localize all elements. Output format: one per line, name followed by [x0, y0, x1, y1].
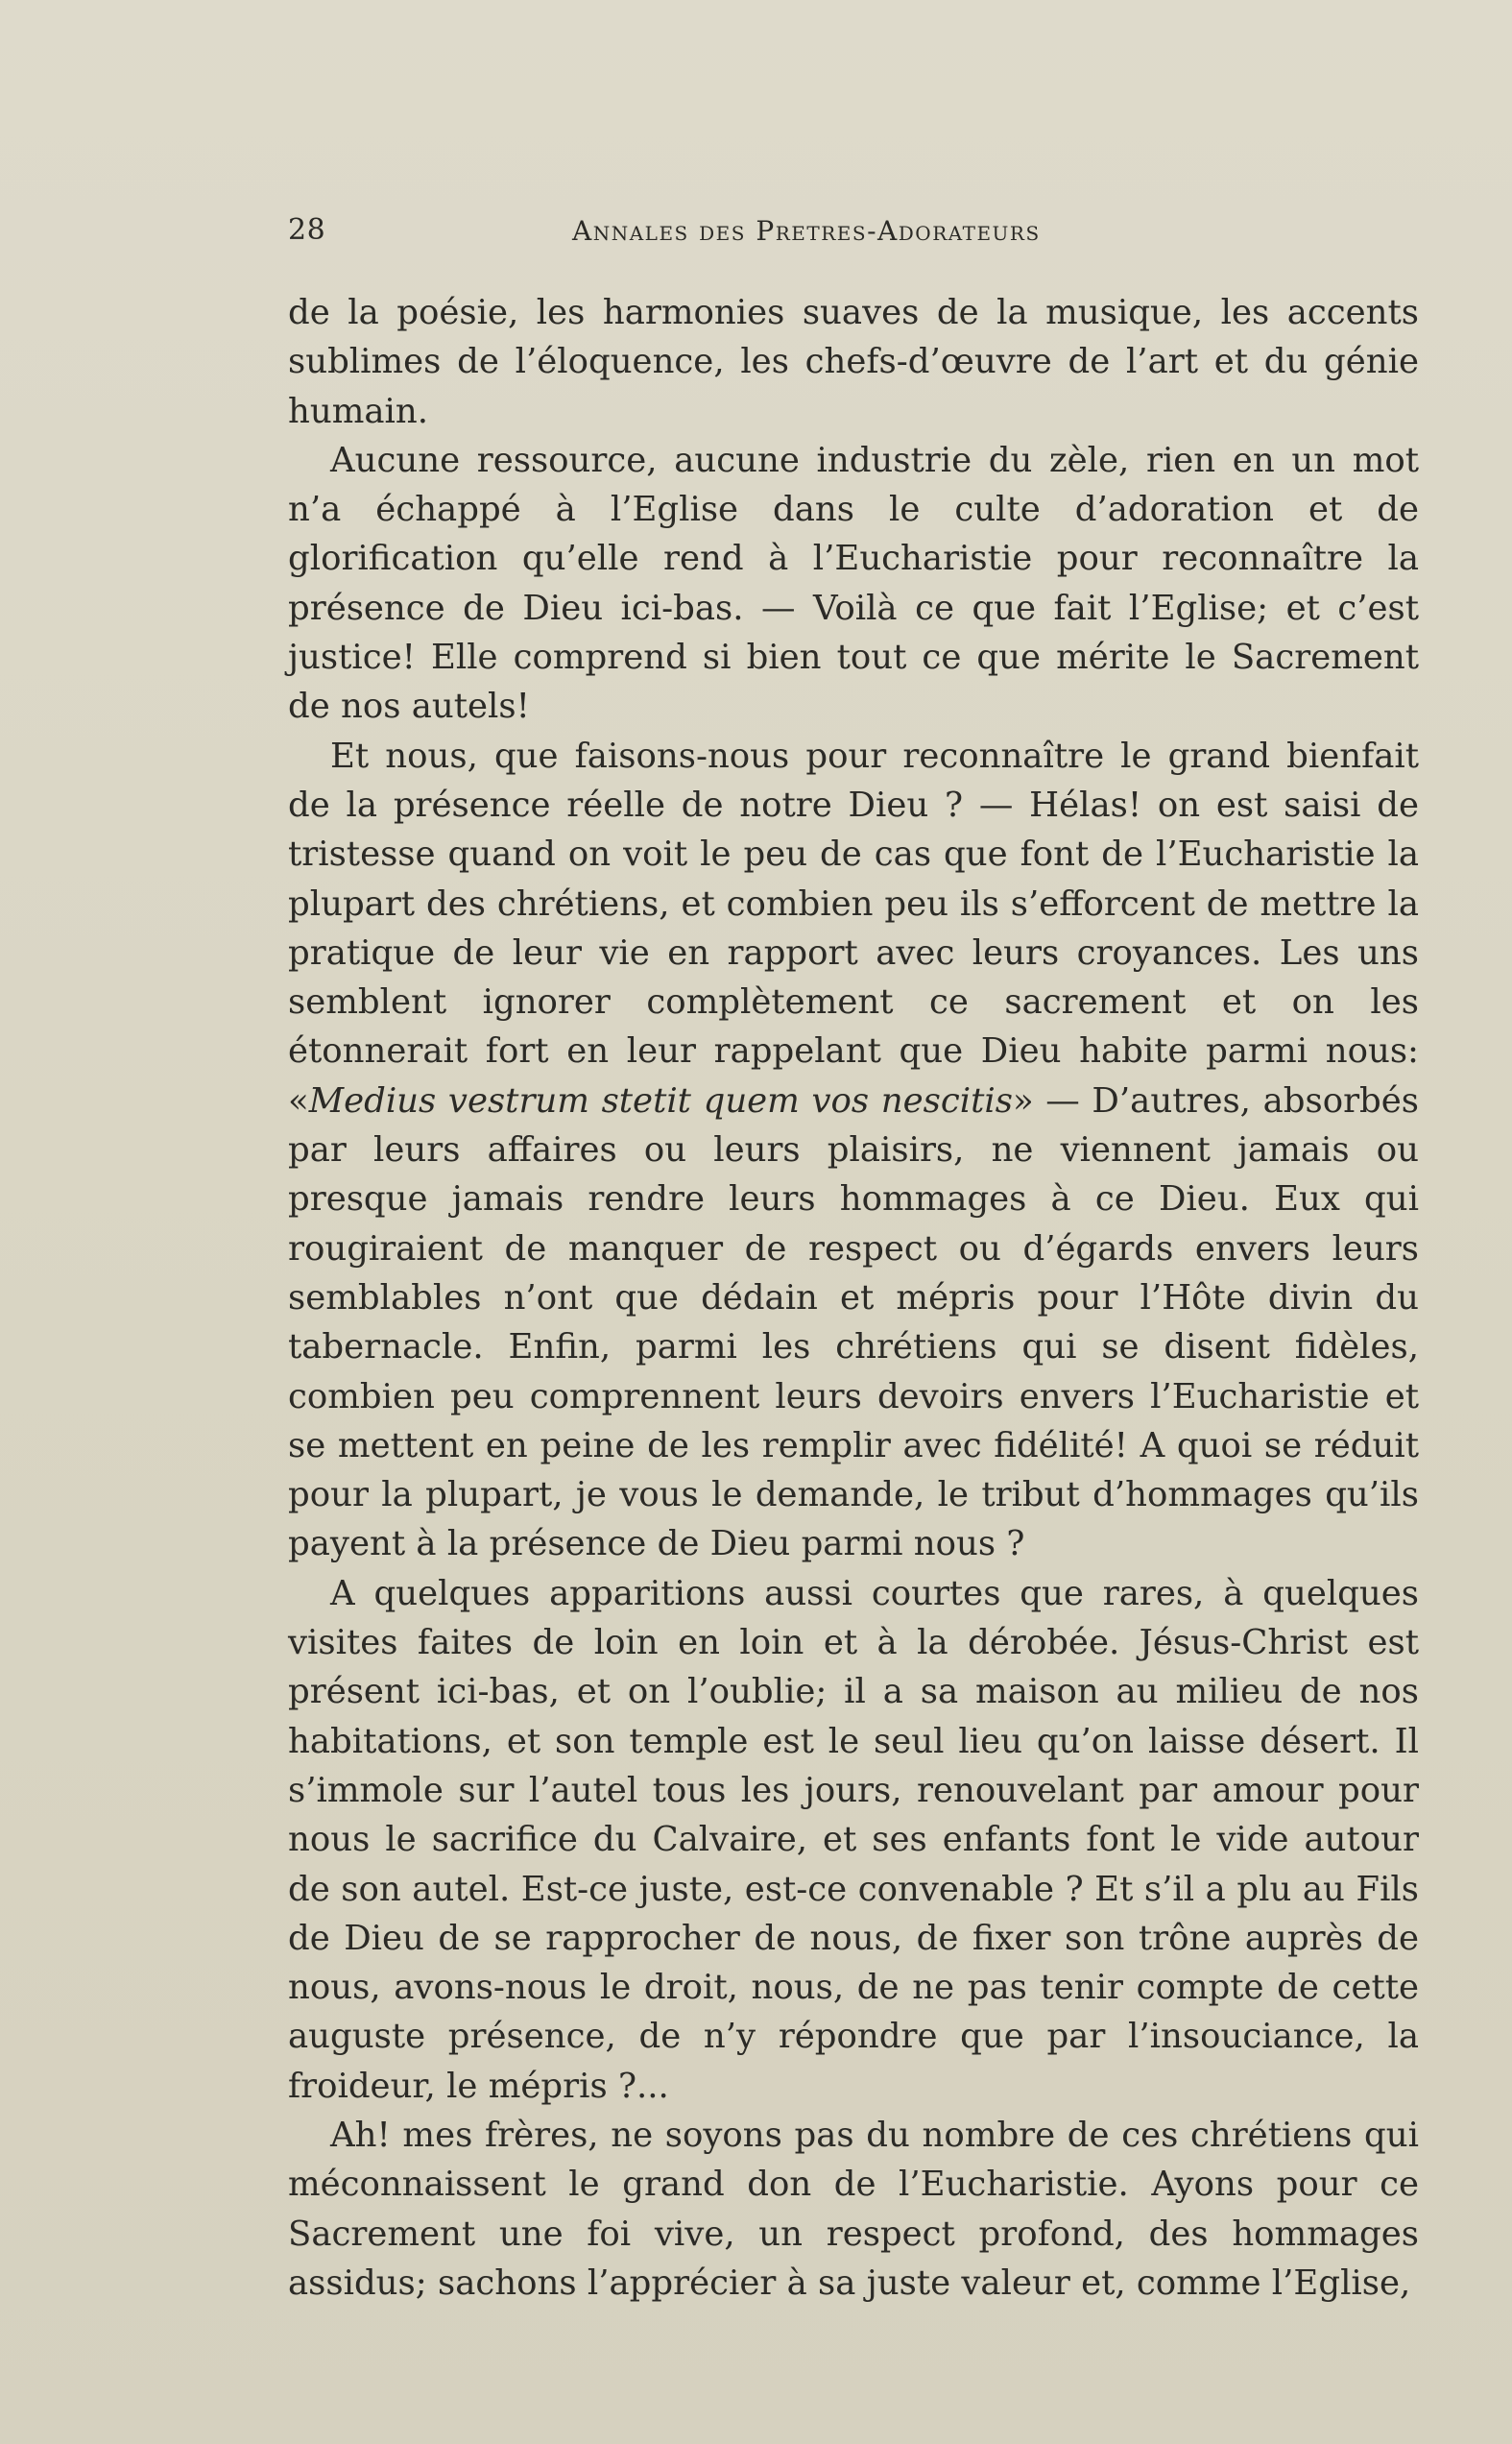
page-header [288, 213, 1419, 261]
paragraph-text: » — D’autres, absorbés par leurs affaires ou leurs plaisirs, ne viennent jamais ou presque jamais rendre leurs hommages à ce Dieu. Eux qui rougiraient de manquer de respect ou d’égards envers leurs semblables n’ont que dédain et mépris pour l’Hôte divin du tabernacle. Enfin, parmi les chrétiens qui se disent fidèles, combien peu comprennent leurs devoirs envers l’Eucharistie et se mettent en peine de les remplir avec fidélité! A quoi se réduit pour la plupart, je vous le demande, le tribut d’hommages qu’ils payent à la présence de Dieu parmi nous ? [288, 1080, 1419, 1564]
paragraph-with-quotation [288, 732, 1419, 1569]
running-title: Annales des Pretres-Adorateurs [572, 215, 1041, 247]
paragraph-text: Et nous, que faisons-nous pour reconnaître le grand bienfait de la présence réelle de notre Dieu ? — Hélas! on est saisi de tristesse quand on voit le peu de cas que font de l’Eucharistie la plupart des chrétiens, et combien peu ils s’efforcent de mettre la pratique de leur vie en rapport avec leurs croyances. Les uns semblent ignorer complètement ce sacrement et on les étonnerait fort en leur rappelant que Dieu habite parmi nous: « [288, 736, 1419, 1121]
body-text [288, 288, 1419, 2308]
latin-quotation: Medius vestrum stetit quem vos nescitis [308, 1080, 1013, 1121]
paragraph: Aucune ressource, aucune industrie du zèle, rien en un mot n’a échappé à l’Eglise dans le culte d’adoration et de glorification qu’elle rend à l’Eucharistie pour reconnaître la présence de Dieu ici-bas. — Voilà ce que fait l’Eglise; et c’est justice! Elle comprend si bien tout ce que mérite le Sacrement de nos autels! [288, 440, 1419, 727]
paragraph-continued: de la poésie, les harmonies suaves de la musique, les accents sublimes de l’éloquence, les chefs-d’œuvre de l’art et du génie humain. [288, 293, 1419, 431]
paragraph: A quelques apparitions aussi courtes que rares, à quelques visites faites de loin en loin et à la dérobée. Jésus-Christ est présent ici-bas, et on l’oublie; il a sa maison au milieu de nos habitations, et son temple est le seul lieu qu’on laisse désert. Il s’immole sur l’autel tous les jours, renouvelant par amour pour nous le sacrifice du Calvaire, et ses enfants font le vide autour de son autel. Est-ce juste, est-ce convenable ? Et s’il a plu au Fils de Dieu de se rapprocher de nous, de fixer son trône auprès de nous, avons-nous le droit, nous, de ne pas tenir compte de cette auguste présence, de n’y répondre que par l’insouciance, la froideur, le mépris ?... [288, 1573, 1419, 2106]
paragraph: Ah! mes frères, ne soyons pas du nombre de ces chrétiens qui méconnaissent le grand don de l’Eucharistie. Ayons pour ce Sacrement une foi vive, un respect profond, des hommages assidus; sachons l’apprécier à sa juste valeur et, comme l’Eglise, [288, 2115, 1419, 2303]
page-number: 28 [288, 213, 326, 247]
